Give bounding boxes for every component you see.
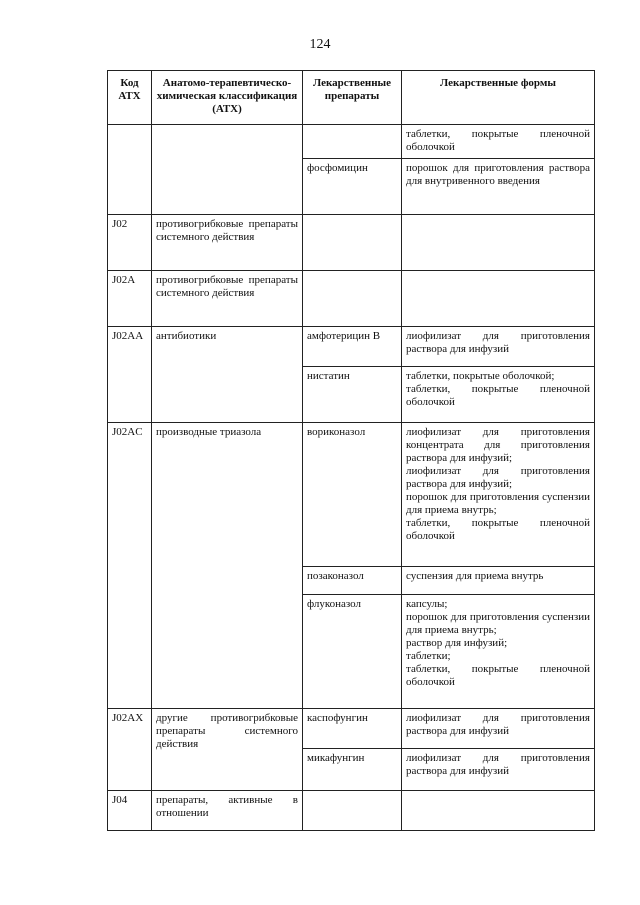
header-forms: Лекарственные формы [402,71,595,125]
cell-forms [402,709,595,749]
cell-forms [402,423,595,567]
header-classification: Анатомо-терапевтическо-химическая классификация (АТХ) [152,71,303,125]
cell-class: препараты, активные в отношении [152,791,303,831]
cell-code: J02A [108,271,152,327]
cell-drug [303,125,402,159]
cell-class: производные триазола [152,423,303,709]
cell-code: J02AX [108,709,152,791]
cell-drug: микафунгин [303,749,402,791]
cell-drug: каспофунгин [303,709,402,749]
header-code: Код АТХ [108,71,152,125]
form-line: лиофилизат для приготовления раствора для инфузий [406,712,590,737]
table-row [108,327,595,367]
form-line: таблетки, покрытые пленочной оболочкой [406,128,590,153]
cell-drug: вориконазол [303,423,402,567]
cell-forms [402,159,595,215]
cell-forms [402,271,595,327]
cell-forms [402,595,595,709]
form-line: лиофилизат для приготовления раствора для инфузий; [406,465,590,490]
table-row [108,215,595,271]
cell-drug: амфотерицин B [303,327,402,367]
cell-code: J02 [108,215,152,271]
cell-drug: нистатин [303,367,402,423]
cell-forms [402,215,595,271]
cell-forms [402,749,595,791]
cell-code [108,125,152,215]
form-line: лиофилизат для приготовления раствора для инфузий [406,330,590,355]
form-line: капсулы; [406,598,448,610]
cell-forms [402,567,595,595]
atx-table [107,70,595,831]
cell-class: противогрибковые препараты системного действия [152,271,303,327]
form-line: лиофилизат для приготовления концентрата для приготовления раствора для инфузий; [406,426,590,464]
header-drugs: Лекарственные препараты [303,71,402,125]
cell-forms [402,327,595,367]
form-line: таблетки, покрытые пленочной оболочкой [406,517,590,542]
cell-drug [303,271,402,327]
form-line: раствор для инфузий; [406,637,508,649]
form-line: суспензия для приема внутрь [406,570,544,582]
form-line: лиофилизат для приготовления раствора для инфузий [406,752,590,777]
cell-class: противогрибковые препараты системного действия [152,215,303,271]
cell-drug [303,215,402,271]
cell-drug: фосфомицин [303,159,402,215]
cell-code: J04 [108,791,152,831]
form-line: порошок для приготовления раствора для внутривенного введения [406,162,590,187]
page-number: 124 [309,37,331,52]
cell-class [152,125,303,215]
table-row [108,791,595,831]
form-line: таблетки, покрытые пленочной оболочкой [406,663,590,688]
cell-forms [402,791,595,831]
cell-drug: позаконазол [303,567,402,595]
table-row [108,271,595,327]
cell-class: другие противогрибковые препараты системного действия [152,709,303,791]
table-header-row [108,71,595,125]
cell-forms [402,125,595,159]
form-line: порошок для приготовления суспензии для приема внутрь; [406,491,590,516]
cell-code: J02AA [108,327,152,423]
table-row [108,125,595,159]
cell-class: антибиотики [152,327,303,423]
table-row [108,709,595,749]
table-row [108,423,595,567]
form-line: таблетки, покрытые оболочкой; [406,370,555,382]
form-line: таблетки; [406,650,451,662]
cell-drug: флуконазол [303,595,402,709]
cell-drug [303,791,402,831]
cell-forms [402,367,595,423]
cell-code: J02AC [108,423,152,709]
form-line: порошок для приготовления суспензии для приема внутрь; [406,611,590,636]
form-line: таблетки, покрытые пленочной оболочкой [406,383,590,408]
